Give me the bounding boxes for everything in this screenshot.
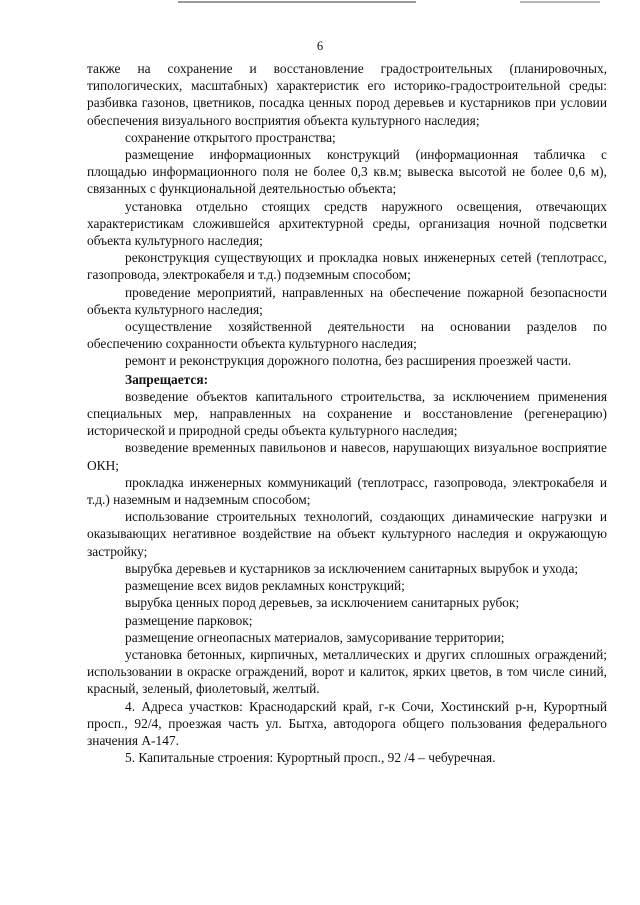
paragraph: размещение всех видов рекламных конструкций;	[125, 578, 405, 594]
paragraph: осуществление хозяйственной деятельности на основании разделов по обеспечению сохранности объекта культурного наследия;	[87, 319, 607, 352]
scan-edge-line	[520, 1, 600, 3]
paragraph: возведение временных павильонов и навесов, нарушающих визуальное восприятие ОКН;	[87, 440, 607, 473]
paragraph: вырубка ценных пород деревьев, за исключением санитарных рубок;	[125, 595, 520, 611]
paragraph: также на сохранение и восстановление градостроительных (планировочных, типологических, масштабных) характеристик его историко-градостроительной среды: разбивка газонов, цветников, посадка ценных пород деревьев и кустарников при условии обеспечения визуального восприятия объекта культурного наследия;	[87, 61, 607, 128]
paragraph: установка бетонных, кирпичных, металлических и других сплошных ограждений; использовании в окраске ограждений, ворот и калиток, ярких цветов, в том числе синий, красный, зеленый, фиолетовый, желтый.	[87, 646, 607, 697]
paragraph: установка отдельно стоящих средств наружного освещения, отвечающих характеристикам сложившейся архитектурной среды, организация ночной подсветки объекта культурного наследия;	[87, 198, 607, 249]
paragraph: возведение объектов капитального строительства, за исключением применения специальных мер, направленных на сохранение и восстановление (регенерацию) исторической и природной среды объекта культурного наследия;	[87, 388, 607, 439]
paragraph: 4. Адреса участков: Краснодарский край, г-к Сочи, Хостинский р-н, Курортный просп., 92/4, проезжая часть ул. Бытха, автодорога общего пользования федерального значения А-147.	[87, 698, 607, 748]
paragraph: вырубка деревьев и кустарников за исключением санитарных вырубок и ухода;	[125, 560, 579, 576]
paragraph: размещение информационных конструкций (информационная табличка с площадью информационного поля не более 0,3 кв.м; вывеска высотой не более 0,6 м), связанных с функциональной деятельностью объекта;	[87, 147, 607, 197]
paragraph: 5. Капитальные строения: Курортный просп., 92 /4 – чебуречная.	[125, 750, 496, 766]
section-heading: Запрещается:	[125, 371, 209, 387]
page-number: 6	[316, 39, 324, 53]
paragraph: проведение мероприятий, направленных на обеспечение пожарной безопасности объекта культурного наследия;	[87, 284, 607, 317]
paragraph: сохранение открытого пространства;	[125, 129, 336, 145]
paragraph: использование строительных технологий, создающих динамические нагрузки и оказывающих негативное воздействие на объект культурного наследия и окружающую застройку;	[87, 509, 607, 559]
paragraph: ремонт и реконструкция дорожного полотна, без расширения проезжей части.	[125, 353, 572, 369]
scan-edge-line	[178, 1, 416, 3]
paragraph: прокладка инженерных коммуникаций (теплотрасс, газопровода, электрокабеля и т.д.) наземным и надземным способом;	[87, 474, 607, 508]
paragraph: реконструкция существующих и прокладка новых инженерных сетей (теплотрасс, газопровода, электрокабеля и т.д.) подземным способом;	[87, 250, 607, 283]
paragraph: размещение огнеопасных материалов, замусоривание территории;	[125, 629, 505, 645]
paragraph: размещение парковок;	[125, 612, 253, 628]
document-body	[87, 60, 607, 766]
